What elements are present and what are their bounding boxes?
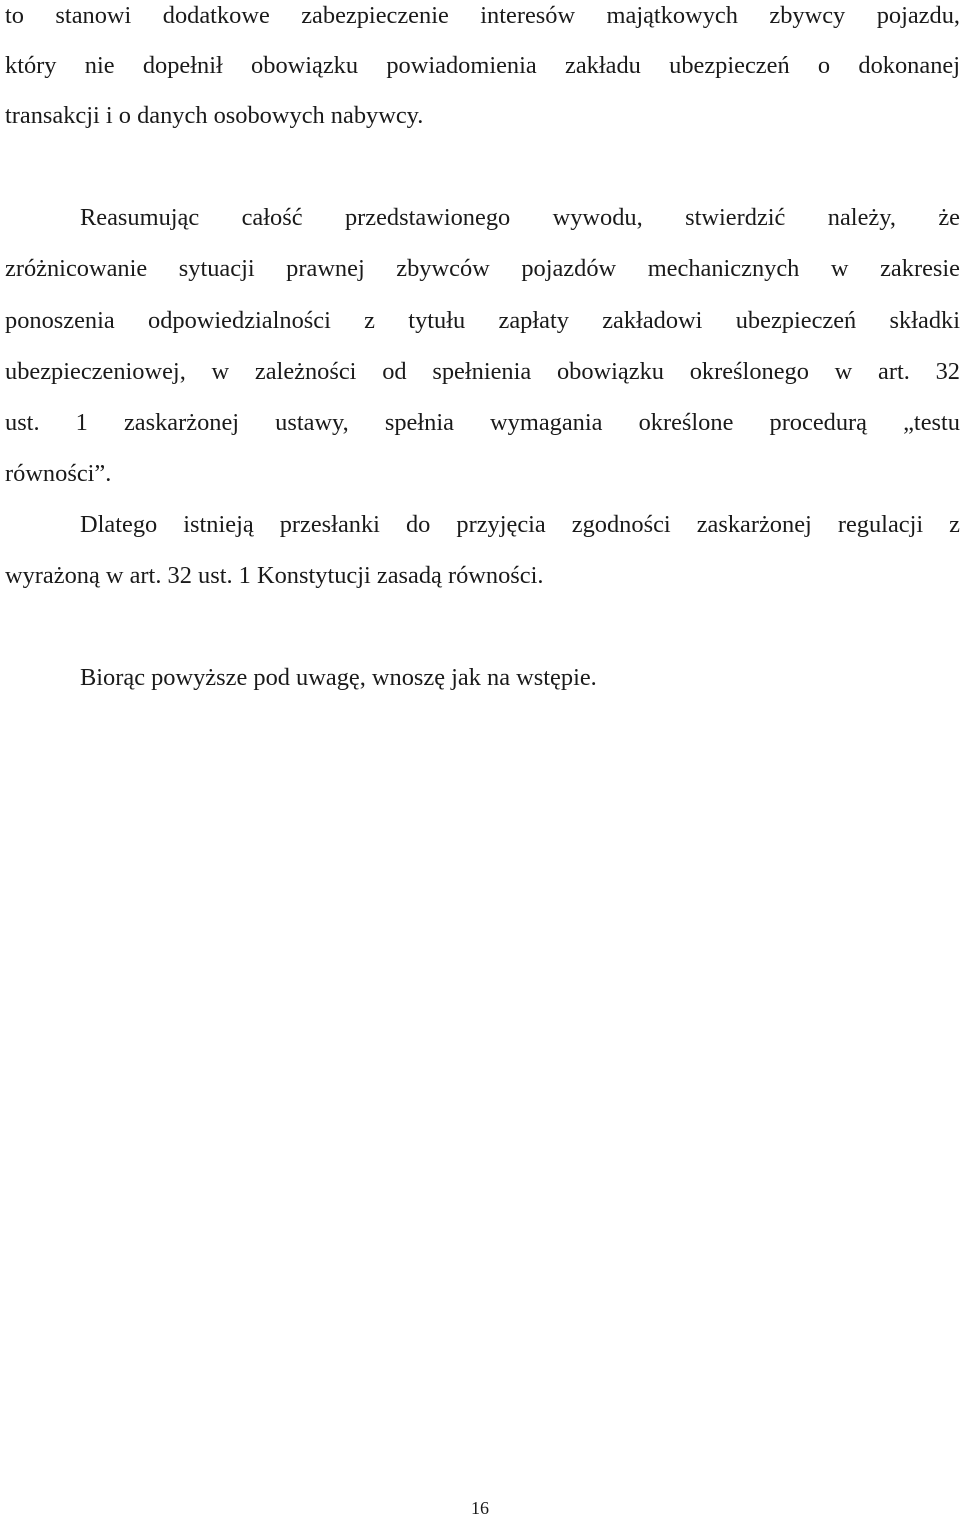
text-line: ponoszenia odpowiedzialności z tytułu zapłaty zakładowi ubezpieczeń składki xyxy=(5,307,960,334)
text-line: Dlatego istnieją przesłanki do przyjęcia zgodności zaskarżonej regulacji z xyxy=(80,511,960,538)
text-line: wyrażoną w art. 32 ust. 1 Konstytucji zasadą równości. xyxy=(5,562,544,589)
text-line: transakcji i o danych osobowych nabywcy. xyxy=(5,102,424,129)
text-line: który nie dopełnił obowiązku powiadomienia zakładu ubezpieczeń o dokonanej xyxy=(5,52,960,79)
text-line: zróżnicowanie sytuacji prawnej zbywców pojazdów mechanicznych w zakresie xyxy=(5,255,960,282)
text-line: Biorąc powyższe pod uwagę, wnoszę jak na wstępie. xyxy=(80,664,597,691)
text-line: ust. 1 zaskarżonej ustawy, spełnia wymagania określone procedurą „testu xyxy=(5,409,960,436)
text-line: równości”. xyxy=(5,460,112,487)
text-line: ubezpieczeniowej, w zależności od spełnienia obowiązku określonego w art. 32 xyxy=(5,358,960,385)
text-line: to stanowi dodatkowe zabezpieczenie interesów majątkowych zbywcy pojazdu, xyxy=(5,2,960,29)
text-line: Reasumując całość przedstawionego wywodu, stwierdzić należy, że xyxy=(80,204,960,231)
page-number: 16 xyxy=(471,1498,489,1518)
